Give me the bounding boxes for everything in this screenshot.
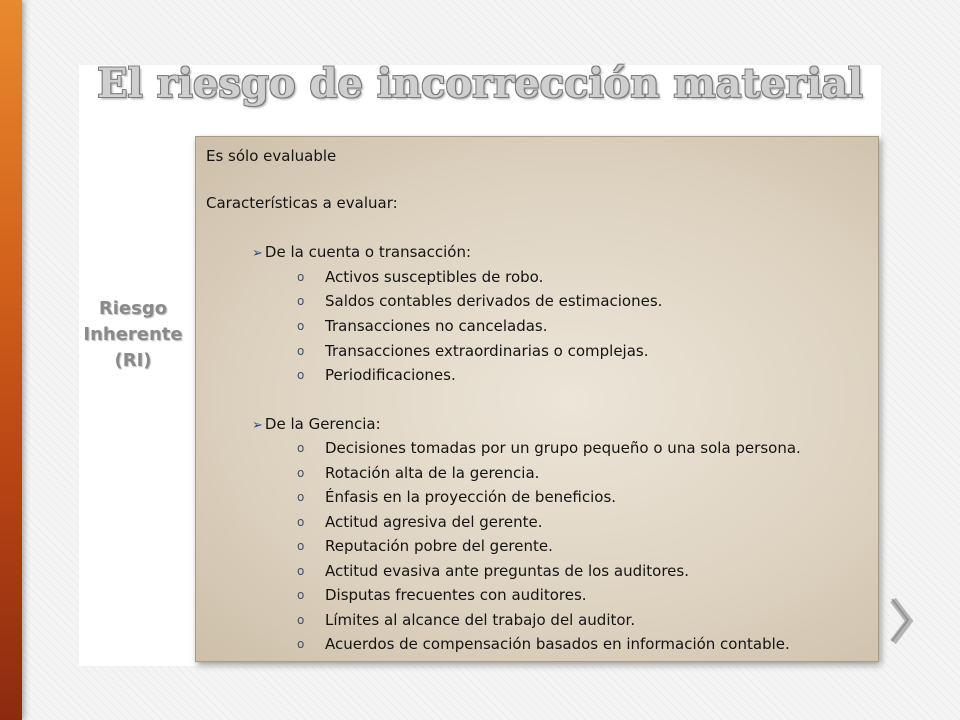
risk-label-line-3: (RI): [114, 350, 152, 371]
risk-label: [79, 296, 187, 374]
section-heading-management: [252, 413, 381, 437]
section-heading-account: [252, 241, 471, 265]
circle-bullet-icon: o: [297, 368, 305, 382]
circle-bullet-icon: o: [297, 319, 305, 333]
circle-bullet-icon: o: [297, 613, 305, 627]
circle-bullet-icon: o: [297, 515, 305, 529]
intro-text: Es sólo evaluable: [206, 147, 337, 165]
content-box: Es sólo evaluable Características a evaluar: ➢ De la cuenta o transacción: o Activos susceptibles de robo. o Saldos contables derivados de estimaciones. o Transacciones no canceladas. o Transacciones extraordinarias o complejas. o Periodificaciones. ➢ De la Gerencia: o Decisiones tomadas por un grupo pequeño o una sola persona. o Rotación alta de la gerencia. o Énfasis en la proyección de beneficios. o Actitud agresiva del gerente. o Reputación pobre del gerente. o Actitud evasiva ante preguntas de los auditores. o Disputas frecuentes con auditores. o Límites al alcance del trabajo del auditor. o Acuerdos de compensación basados en información contable.: [195, 136, 879, 662]
characteristics-heading: Características a evaluar:: [206, 194, 398, 212]
accent-bar: [0, 0, 22, 720]
circle-bullet-icon: o: [297, 441, 305, 455]
section-heading-management-text: De la Gerencia:: [264, 415, 381, 433]
arrow-bullet-icon: ➢: [252, 418, 263, 433]
circle-bullet-icon: o: [297, 588, 305, 602]
arrow-bullet-icon: ➢: [252, 246, 263, 261]
chevron-right-icon[interactable]: [888, 596, 914, 646]
section-heading-account-text: De la cuenta o transacción:: [264, 243, 472, 261]
circle-bullet-icon: o: [297, 490, 305, 504]
circle-bullet-icon: o: [297, 294, 305, 308]
circle-bullet-icon: o: [297, 539, 305, 553]
circle-bullet-icon: o: [297, 637, 305, 651]
risk-label-line-2: Inherente: [83, 324, 183, 345]
slide-title: El riesgo de incorrección material: [97, 60, 863, 107]
circle-bullet-icon: o: [297, 270, 305, 284]
circle-bullet-icon: o: [297, 344, 305, 358]
risk-label-line-1: Riesgo: [98, 298, 168, 319]
circle-bullet-icon: o: [297, 466, 305, 480]
circle-bullet-icon: o: [297, 564, 305, 578]
